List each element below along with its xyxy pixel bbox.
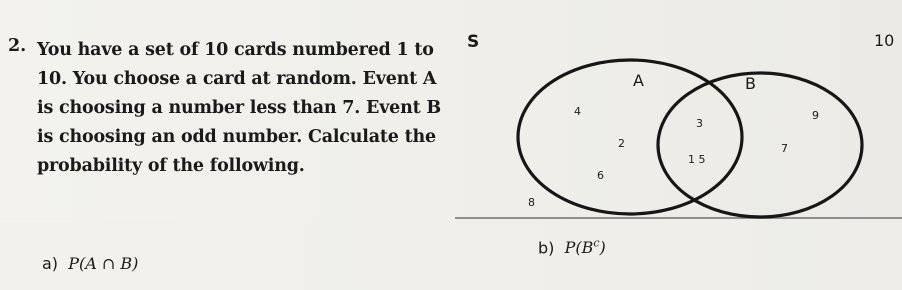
part-b-expression-end: ): [599, 238, 606, 258]
set-a-label: A: [633, 71, 644, 90]
venn-element: 9: [812, 109, 819, 122]
part-b-expression: [565, 238, 606, 257]
complement-superscript: c: [593, 237, 600, 250]
venn-element: 7: [781, 142, 788, 155]
question-line: is choosing a number less than 7. Event B: [37, 98, 441, 118]
venn-element: 6: [597, 169, 604, 182]
universe-label: S: [467, 32, 480, 52]
question-number: 2.: [8, 36, 27, 56]
part-b-expression-base: P(B: [564, 238, 594, 258]
venn-element: 4: [574, 105, 581, 118]
part-b-label: b): [538, 238, 555, 258]
part-a-expression: P(A ∩ B): [68, 254, 139, 273]
part-b: [538, 237, 606, 257]
venn-element: 3: [696, 117, 703, 130]
part-a: [42, 254, 138, 273]
question-line: 10. You choose a card at random. Event A: [37, 69, 437, 89]
question-line: You have a set of 10 cards numbered 1 to: [37, 40, 434, 60]
venn-element: 1 5: [688, 153, 706, 166]
set-b-label: B: [745, 74, 756, 93]
question-line: probability of the following.: [37, 156, 305, 176]
venn-diagram: [455, 55, 902, 220]
question-line: is choosing an odd number. Calculate the: [37, 127, 436, 147]
venn-element: 8: [528, 196, 535, 209]
universe-count: 10: [874, 31, 895, 50]
set-b-circle: [658, 73, 862, 217]
part-a-label: a): [42, 254, 59, 273]
question-text: [37, 36, 441, 181]
venn-element: 2: [618, 137, 625, 150]
